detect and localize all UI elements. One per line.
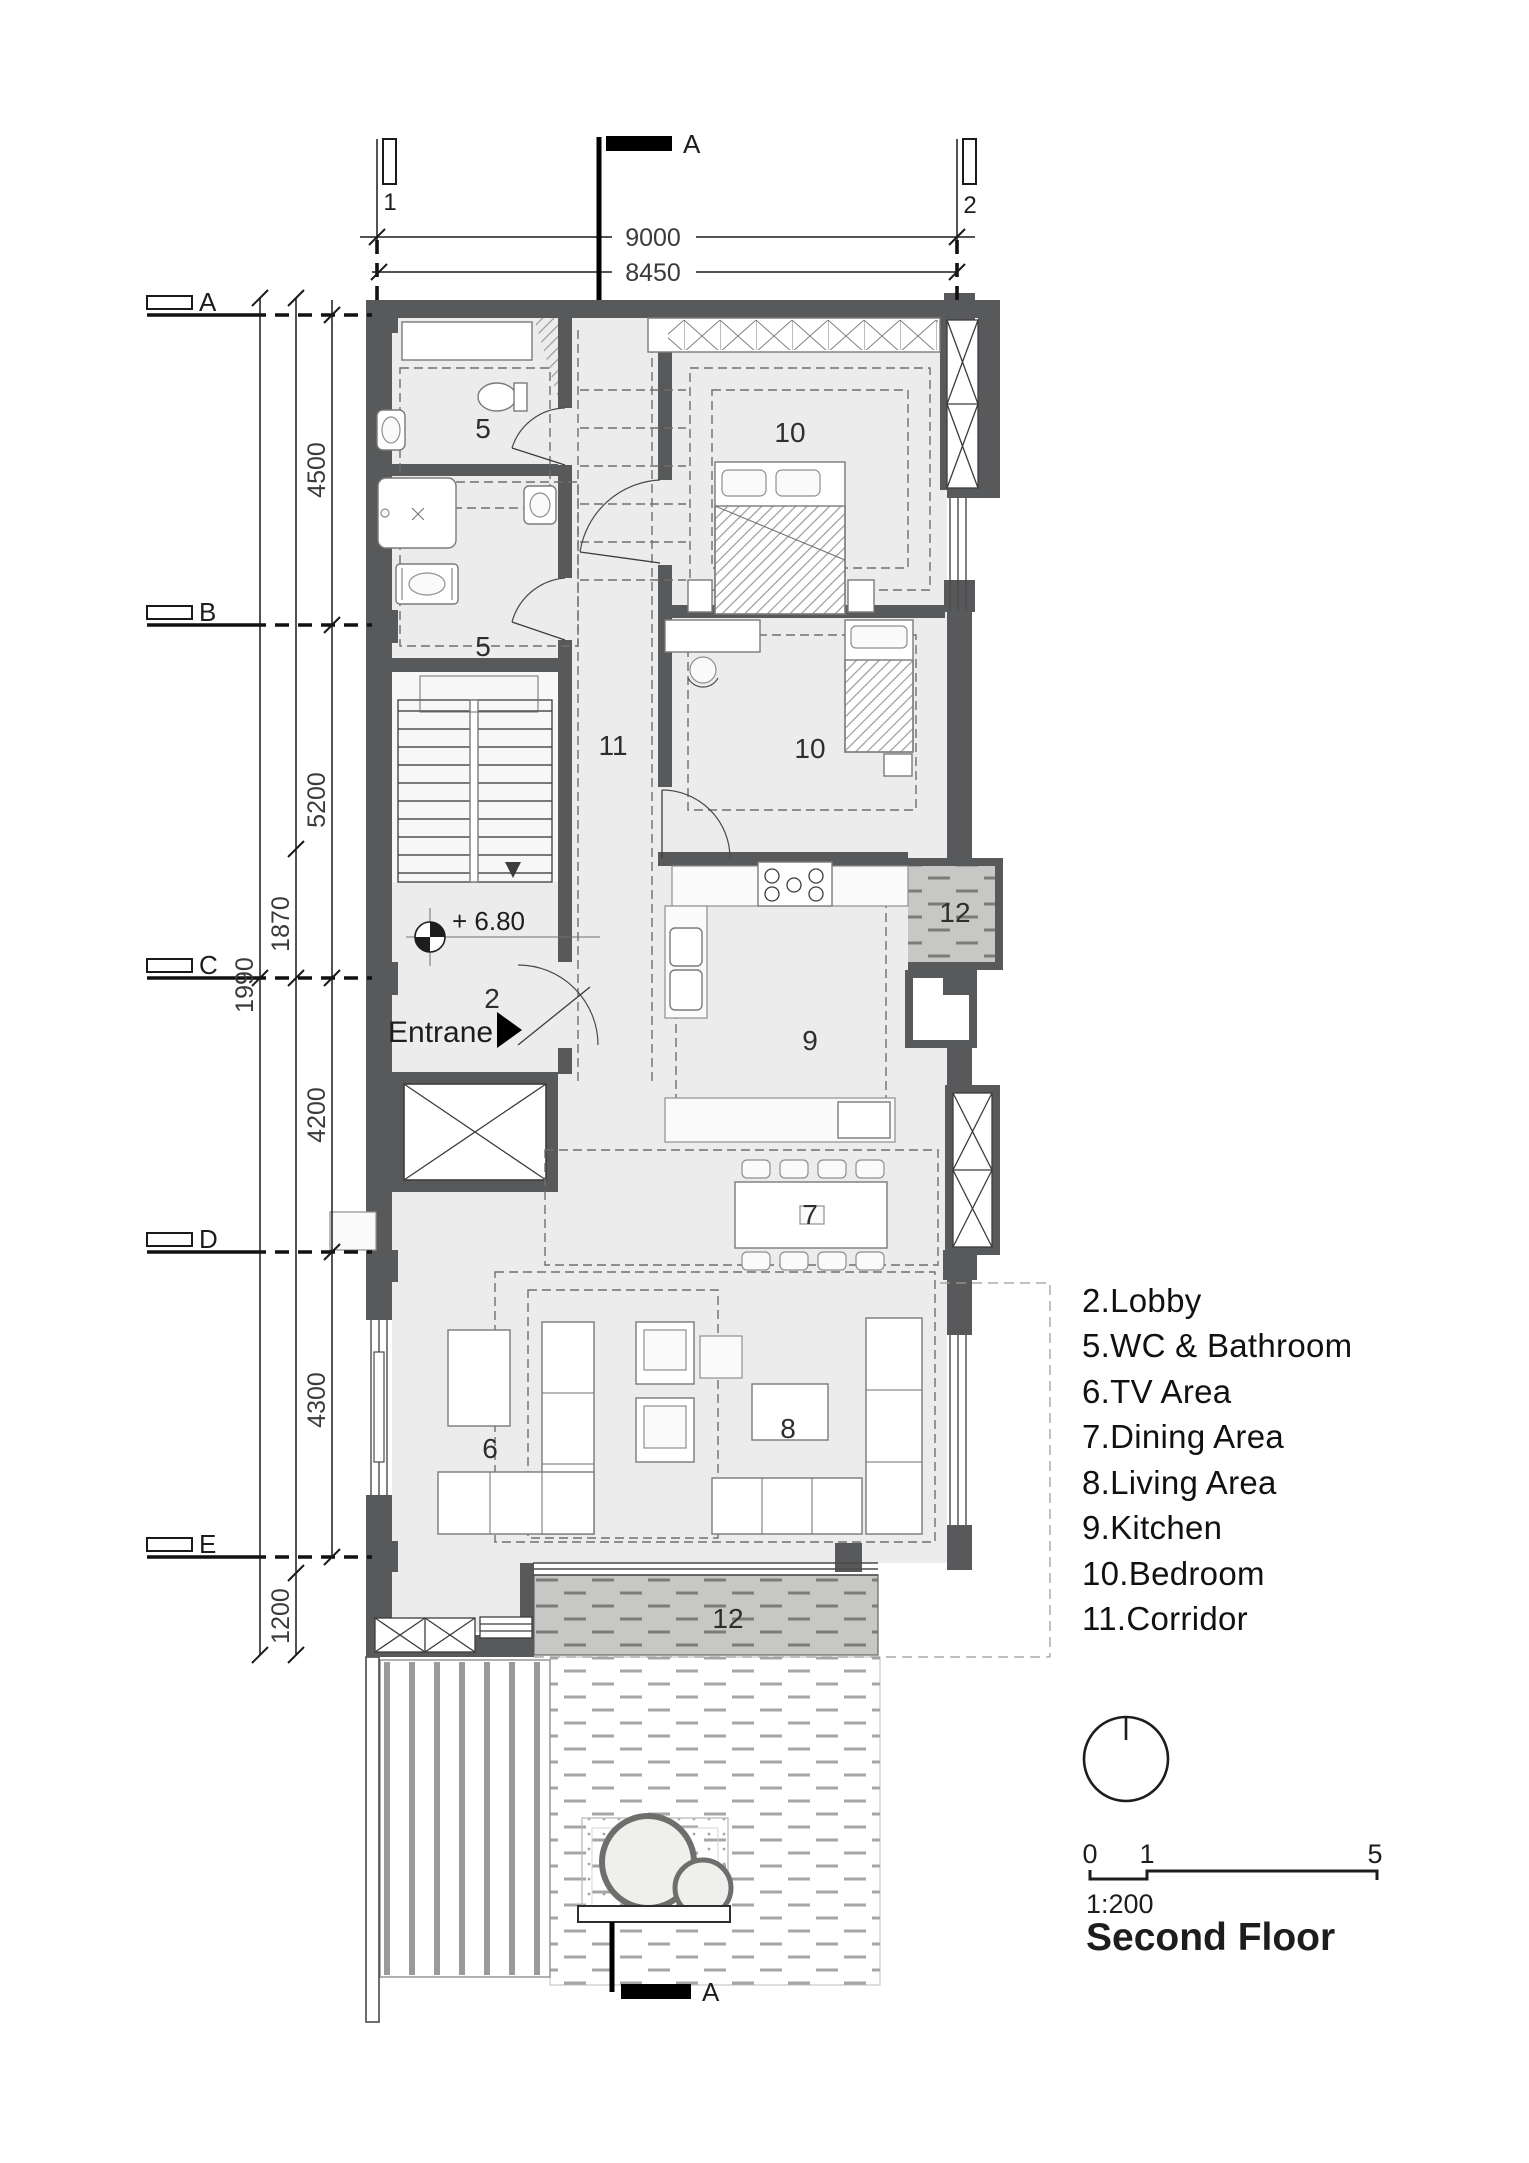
legend-item: 5.WC & Bathroom [1082, 1327, 1353, 1364]
title-block [1086, 1889, 1335, 1959]
section-bottom-label: A [702, 1977, 720, 2007]
single-bed [845, 620, 913, 776]
dim-span-0: 4500 [303, 442, 331, 498]
sink-icon [524, 486, 556, 524]
north-arrow-icon [1084, 1717, 1168, 1801]
bench [578, 1906, 730, 1922]
legend [1082, 1282, 1352, 1637]
scale-ratio: 1:200 [1086, 1889, 1154, 1919]
dim-span-2: 4200 [303, 1087, 331, 1143]
dim-span-3: 4300 [303, 1372, 331, 1428]
room-label-living: 8 [780, 1413, 796, 1444]
svg-text:C: C [199, 950, 218, 980]
legend-item: 10.Bedroom [1082, 1555, 1265, 1592]
legend-item: 9.Kitchen [1082, 1509, 1223, 1546]
legend-item: 11.Corridor [1082, 1600, 1248, 1637]
dim-span-1: 5200 [303, 772, 331, 828]
room-label-bedroom-top: 10 [774, 417, 806, 448]
room-label-bath-bottom: 5 [475, 631, 491, 662]
entrance-annotation [388, 1012, 522, 1049]
svg-text:E: E [199, 1529, 217, 1559]
scale-bar [1082, 1839, 1382, 1880]
svg-text:D: D [199, 1224, 218, 1254]
dim-left-outer: 1990 [231, 957, 259, 1013]
grid-col-1: 1 [383, 189, 397, 216]
room-label-tv: 6 [482, 1433, 498, 1464]
section-top-label: A [683, 129, 701, 159]
window-left-tv [371, 1320, 387, 1495]
legend-item: 2.Lobby [1082, 1282, 1202, 1319]
level-text: + 6.80 [452, 906, 526, 936]
grid-col-2: 2 [963, 192, 977, 219]
tree-icon [582, 1816, 731, 1918]
window-right-living [950, 1335, 966, 1525]
toilet-icon [478, 383, 527, 411]
page-title: Second Floor [1086, 1916, 1336, 1959]
room-label-kitchen: 9 [802, 1025, 818, 1056]
room-label-corridor: 11 [598, 730, 628, 761]
squat-toilet-icon [396, 564, 458, 604]
room-label-balcony-kitchen: 12 [939, 897, 971, 928]
entrance-label: Entrane [388, 1016, 494, 1049]
room-label-lobby: 2 [484, 983, 500, 1014]
legend-item: 6.TV Area [1082, 1373, 1232, 1410]
scale-num-1: 1 [1139, 1839, 1155, 1869]
legend-item: 8.Living Area [1082, 1464, 1277, 1501]
dim-width-inner: 8450 [625, 259, 681, 287]
stairs [398, 676, 552, 882]
sink-icon [377, 410, 405, 450]
dim-left-mid-upper: 1870 [267, 896, 295, 952]
scale-num-5: 5 [1367, 1839, 1383, 1869]
room-label-bath-top: 5 [475, 413, 491, 444]
room-label-dining: 7 [802, 1199, 818, 1230]
svg-text:A: A [199, 287, 217, 317]
dim-left-mid-lower: 1200 [267, 1588, 295, 1644]
shower-icon [378, 478, 456, 548]
window-south-glass [533, 1563, 878, 1575]
room-label-balcony-south: 12 [712, 1603, 744, 1634]
svg-text:B: B [199, 597, 217, 627]
dim-width-total: 9000 [625, 224, 681, 252]
scale-num-0: 0 [1082, 1839, 1098, 1869]
room-label-bedroom-mid: 10 [794, 733, 826, 764]
legend-item: 7.Dining Area [1082, 1418, 1285, 1455]
